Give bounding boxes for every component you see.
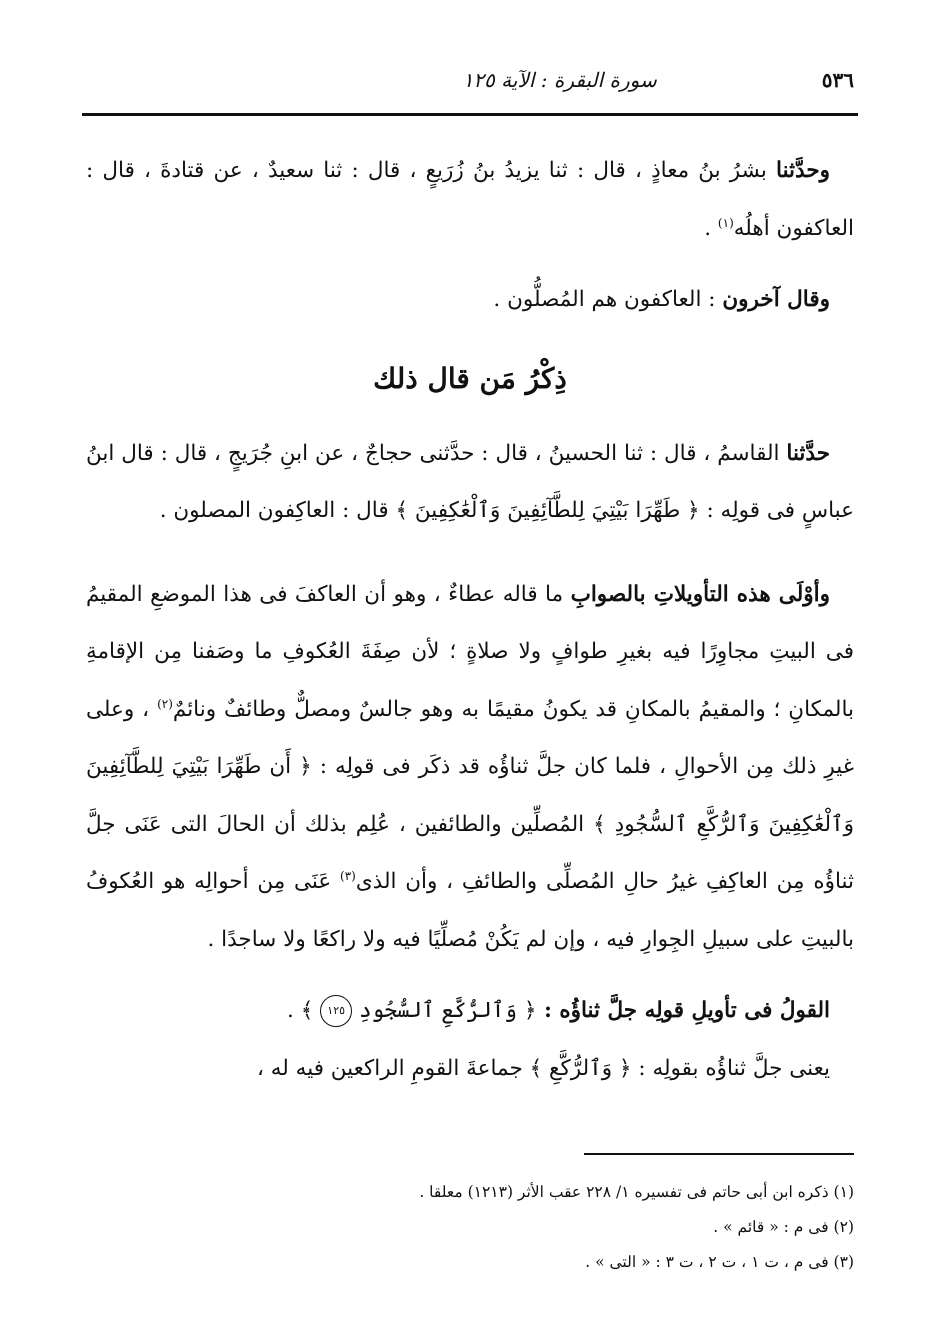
paragraph-text: المُصلِّين والطائفين ، عُلِم بذلك أن الحالَ التى عَنَى جلَّ ثناؤُه مِن العاكِفِ غيرُ حالِ المُصلِّى والطائفِ ، وأن الذى <box>86 811 854 894</box>
footnotes <box>86 1175 854 1280</box>
chapter-title <box>86 982 854 1040</box>
section-heading: ذِكْرُ مَن قال ذلك <box>373 361 567 395</box>
paragraph-lead: وقال آخرون <box>722 287 830 312</box>
paragraph-ibn-abbas <box>86 425 854 540</box>
paragraph-text: بشرُ بنُ معاذٍ ، قال : ثنا يزيدُ بنُ زُرَيعٍ ، قال : ثنا سعيدٌ ، عن قتادةَ ، قال : العاكفون أهلُه <box>86 158 854 241</box>
footnote-2: (٢) فى م : « قائم » . <box>713 1218 854 1236</box>
paragraph-text: قال : العاكِفون المصلون . <box>159 498 396 523</box>
quran-close-bracket: ﴾ <box>300 998 314 1023</box>
paragraph-text: ما قاله عطاءٌ ، وهو أن العاكفَ فى هذا الموضعِ المقيمُ فى البيتِ مجاوِرًا فيه بغيرِ طوافٍ ولا صلاةٍ ؛ لأن صِفَةَ العُكوفِ ما وصَفنا مِن الإقامةِ بالمكانِ ؛ والمقيمُ بالمكانِ قد يكونُ مقيمًا به وهو جالسٌ ومصلٌّ وطائفٌ ونائمٌ <box>86 581 855 722</box>
quran-quote: ﴿ طَهِّرَا بَيْتِيَ لِلطَّآئِفِينَ وَٱلْعَٰكِفِينَ ﴾ <box>395 498 700 523</box>
header-rule <box>82 113 858 116</box>
footnote-marker-2[interactable]: (٢) <box>157 696 173 711</box>
paragraph-preferred-view <box>86 566 854 969</box>
ayah-number-marker: ١٢٥ <box>320 995 352 1027</box>
surah-reference: سورة البقرة : الآية ١٢٥ <box>462 68 657 92</box>
quran-quote: ﴿ وَٱلرُّكَّعِ ٱلسُّجُودِ <box>359 998 537 1023</box>
paragraph-text: ، وعلى غيرِ ذلك مِن الأحوالِ ، فلما كان جلَّ ثناؤُه قد ذكَر فى قولِه : <box>86 696 854 779</box>
paragraph-text: . <box>287 998 301 1023</box>
footnote-3: (٣) فى م ، ت ١ ، ت ٢ ، ت ٣ : « التى » . <box>585 1253 854 1271</box>
paragraph-commentary <box>86 1040 854 1098</box>
paragraph-other-view <box>86 271 854 329</box>
paragraph-lead: حدَّثنا <box>786 440 830 466</box>
footnote-1: (١) ذكره ابن أبى حاتم فى تفسيره ١/ ٢٢٨ عقب الأثر (١٢١٣) معلقا . <box>419 1183 854 1201</box>
chapter-lead: القولُ فى تأويلِ قولِه جلَّ ثناؤُه : <box>536 998 830 1023</box>
footnote-marker-3[interactable]: (٣) <box>340 868 356 883</box>
footnote-rule <box>584 1153 854 1155</box>
footnote-marker-1[interactable]: (١) <box>717 215 734 230</box>
paragraph-text: القاسمُ ، قال : ثنا الحسينُ ، قال : حدَّثنى حجاجٌ ، عن ابنِ جُرَيجٍ ، قال : قال ابنُ عباسٍ فى قولِه : <box>86 440 854 523</box>
paragraph-text: يعنى جلَّ ثناؤُه بقولِه : <box>631 1055 830 1081</box>
paragraph-lead: وحدَّثنا <box>776 158 830 183</box>
quran-quote: ﴿ وَٱلرُّكَّعِ ﴾ <box>529 1055 632 1081</box>
page-number: ٥٣٦ <box>821 68 854 92</box>
paragraph-text: جماعةَ القومِ الراكعين فيه له ، <box>257 1055 530 1081</box>
paragraph-text: : العاكفون هم المُصلُّون . <box>493 287 723 312</box>
running-header <box>86 62 854 98</box>
paragraph-text: عَنَى مِن أحوالِه هو العُكوفُ بالبيتِ على سبيلِ الجِوارِ فيه ، وإن لم يَكُنْ مُصلِّيًا فيه ولا راكعًا ولا ساجدًا . <box>86 869 854 952</box>
main-text <box>86 142 854 1097</box>
quran-quote: ﴿ أَن طَهِّرَا بَيْتِيَ لِلطَّآئِفِينَ وَٱلْعَٰكِفِينَ وَٱلرُّكَّعِ ٱلسُّجُودِ ﴾ <box>86 754 854 837</box>
paragraph-lead: وأوْلَى هذه التأويلاتِ بالصوابِ <box>570 581 830 607</box>
paragraph-text: . <box>704 215 718 241</box>
paragraph-hadith-qatada <box>86 142 854 257</box>
